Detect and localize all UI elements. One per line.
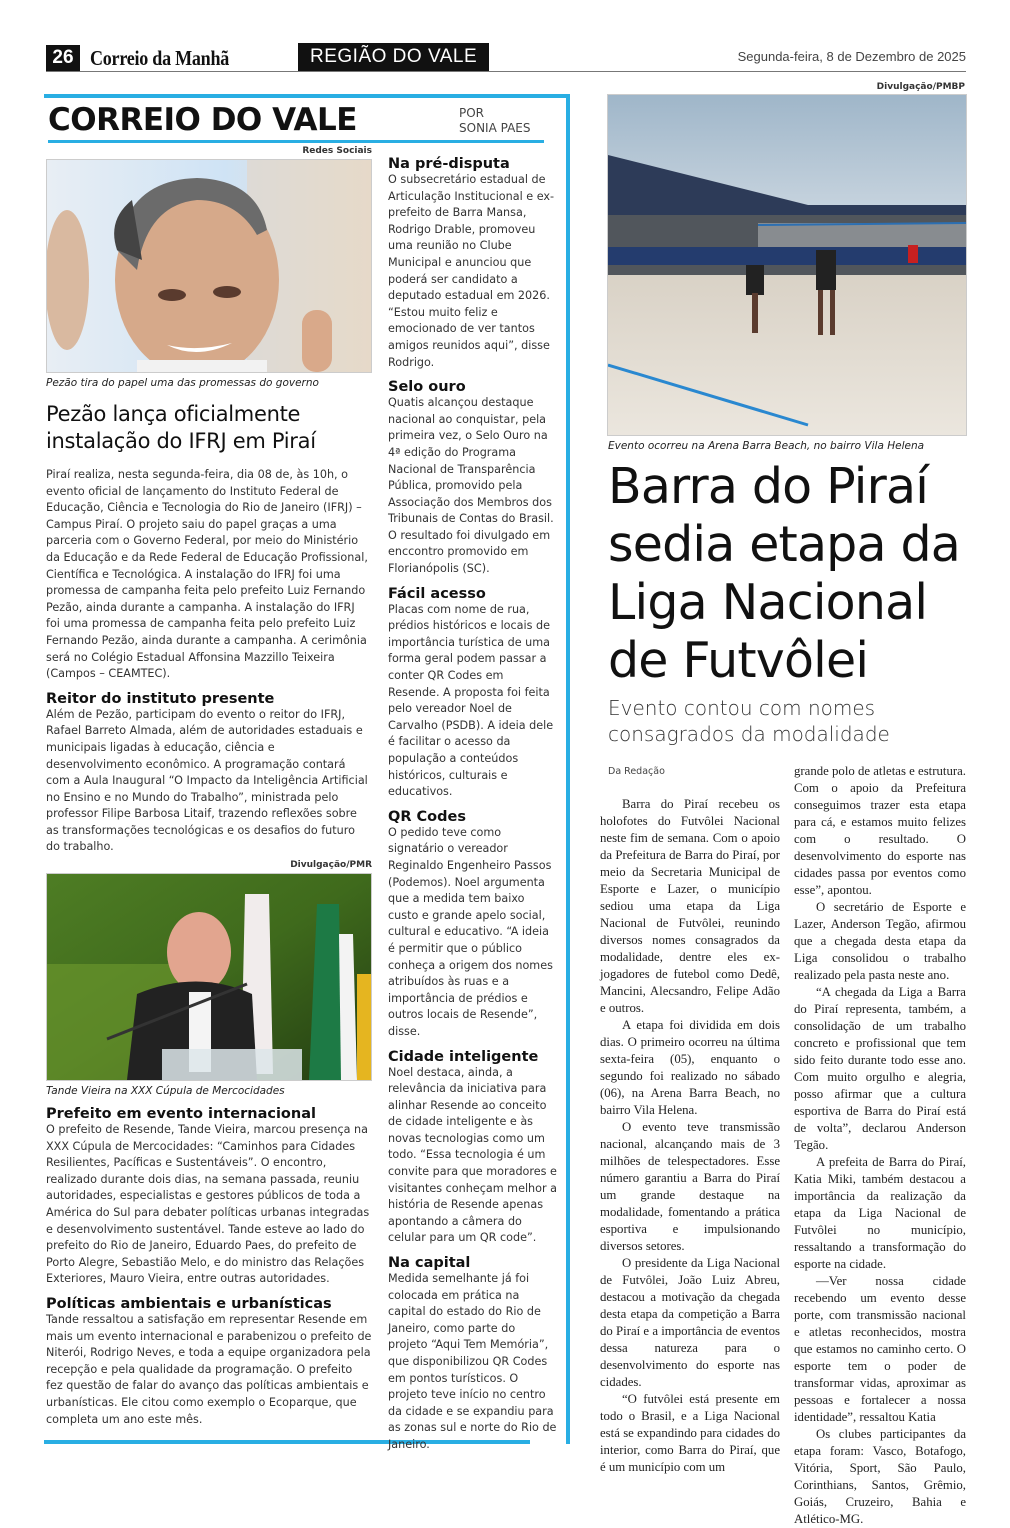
- article-paragraph: Os clubes participantes da etapa foram: Vasco, Botafogo, Vitória, Sport, São Paulo, Corinthians, Santos, Grêmio, Goiás, Cruzeiro, Bahia e Atlético-MG.: [794, 1427, 966, 1526]
- section-label: REGIÃO DO VALE: [298, 43, 489, 71]
- article-paragraph: O evento teve transmissão nacional, alcançando mais de 3 milhões de telespectadores. Esse número garantiu a Barra do Piraí um grande destaque na modalidade, fomentando a prática esportiva e impulsionando diversos setores.: [600, 1120, 780, 1253]
- subhead: Fácil acesso: [388, 585, 486, 602]
- byline-prefix: POR: [459, 106, 485, 120]
- article-headline: Barra do Piraí sedia etapa da Liga Nacional de Futvôlei: [608, 458, 961, 689]
- title-rule: [48, 140, 544, 143]
- article-paragraph: O presidente da Liga Nacional de Futvôlei, João Luiz Abreu, destacou a motivação da chegada desta etapa da competição a Barra do Piraí e a importância de eventos dessa natureza para o desenvolvimento do esporte nas cidades.: [600, 1256, 780, 1389]
- photo-pezao: [46, 159, 372, 373]
- article-paragraph: “A chegada da Liga a Barra do Piraí representa, também, a consolidação de um trabalho concreto e profissional que tem sido feito durante todo esse ano. Com muito orgulho e alegria, posso afirmar que a cultura esportiva de Barra do Piraí está de volta”, declarou Anderson Tegão.: [794, 985, 966, 1152]
- paragraph: Quatis alcançou destaque nacional ao conquistar, pela primeira vez, o Selo Ouro na 4ª edição do Programa Nacional de Transparência Pública, promovido pela Associação dos Membros dos Tribunais de Contas do Brasil. O resultado foi divulgado em enccontro promovido em Florianópolis (SC).: [388, 396, 554, 576]
- subhead: QR Codes: [388, 808, 466, 825]
- paragraph: O subsecretário estadual de Articulação Institucional e ex-prefeito de Barra Mansa, Rodrigo Drable, promoveu uma reunião no Clube Municipal e anunciou que poderá ser candidato a deputado estadual em 2026. “Estou muito feliz e emocionado de ver tantos amigos reunidos aqui”, disse Rodrigo.: [388, 173, 555, 369]
- column-byline: [459, 106, 530, 136]
- article-paragraph: Barra do Piraí recebeu os holofotes do Futvôlei Nacional neste fim de semana. Com o apoio da Prefeitura de Barra do Piraí, por meio da Secretaria Municipal de Esporte e Lazer, o município sediou uma etapa da Liga Nacional de Futvôlei, reunindo diversos nomes consagrados da modalidade, dentre eles ex-jogadores de futebol como Dedê, Mancini, Alecsandro, Felipe Adão e outros.: [600, 797, 780, 1015]
- page-number: 26: [46, 45, 80, 71]
- article-paragraph: A prefeita de Barra do Piraí, Katia Miki, também destacou a importância da realização da etapa da Liga Nacional de Futvôlei no município, ressaltando a transformação do esporte na cidade.: [794, 1155, 966, 1271]
- paragraph: Além de Pezão, participam do evento o reitor do IFRJ, Rafael Barreto Almada, além de autoridades estaduais e municipais ligadas à educação, ciência e desenvolvimento econômico. A programação contará com a Aula Inaugural “O Impacto da Inteligência Artificial no Ensino e no Mundo do Trabalho”, ministrada pelo professor Filipe Barbosa Litaif, trazendo reflexões sobre as transformações tecnológicas e os desafios do futuro do trabalho.: [46, 707, 368, 854]
- column-right: [388, 156, 558, 1454]
- newspaper-logo: Correio da Manhã: [90, 46, 230, 70]
- page-header: [46, 45, 966, 72]
- article-paragraph: A etapa foi dividida em dois dias. O primeiro ocorreu na última sexta-feira (05), enquanto o segundo foi realizado no sábado (06), na Arena Barra Beach, no bairro Vila Helena.: [600, 1018, 780, 1117]
- article-paragraph: “O futvôlei está presente em todo o Brasil, e a Liga Nacional está se expandindo para cidades do interior, como Barra do Piraí, que é um município com um: [600, 1392, 780, 1474]
- paragraph: O pedido teve como signatário o vereador Reginaldo Engenheiro Passos (Podemos). Noel argumenta que a medida tem baixo custo e grande apelo social, cultural e educativo. “A ideia é permitir que o público conheça a origem dos nomes atribuídos às ruas e a importância de prédios e outros locais de Resende”, disse.: [388, 825, 553, 1038]
- article-column-1: [600, 796, 780, 1476]
- subhead: Selo ouro: [388, 379, 466, 396]
- paragraph: Placas com nome de rua, prédios históricos e locais de importância turística de uma forma geral podem passar a conter QR Codes em Resende. A proposta foi feita pelo vereador Noel de Carvalho (PSDB). A ideia dele é facilitar o acesso da população a conteúdos históricos, culturais e educativos.: [388, 602, 554, 799]
- article-paragraph: O secretário de Esporte e Lazer, Anderson Tegão, afirmou que a chegada desta etapa da Liga consolidou o trabalho realizado pela pasta neste ano.: [794, 900, 966, 982]
- article-paragraph: —Ver nossa cidade recebendo um evento desse porte, com transmissão nacional e atletas reconhecidos, mostra que estamos no caminho certo. O esporte tem o poder de transformar vidas, aproximar as pessoas e fortalecer a nossa identidade”, ressaltou Katia: [794, 1274, 966, 1424]
- column-left: [46, 146, 372, 1428]
- photo-caption: Tande Vieira na XXX Cúpula de Mercocidades: [46, 1085, 285, 1098]
- photo-tande-vieira: [46, 873, 372, 1081]
- photo-futvolei-arena: [607, 94, 967, 436]
- article-paragraph: grande polo de atletas e estrutura. Com o apoio da Prefeitura conseguimos trazer esta etapa para cá, e estamos muito felizes com o resultado. O desenvolvimento do esporte nas cidades passa por eventos como esse”, apontou.: [794, 764, 966, 897]
- story-lead: Piraí realiza, nesta segunda-feira, dia 08 de, às 10h, o evento oficial de lançamento do Instituto Federal de Educação, Ciência e Tecnologia do Rio de Janeiro (IFRJ) – Campus Piraí. O projeto saiu do papel graças a uma parceria com o Governo Federal, por meio do Ministério da Educação e da Rede Federal de Educação Profissional, Científica e Tecnológica. A instalação do IFRJ foi uma promessa de campanha feita pelo prefeito Luiz Fernando Pezão, ainda durante a campanha. A instalação do IFRJ foi uma promessa de campanha feita pelo prefeito Luiz Fernando Pezão, ainda durante a campanha. A cerimônia será no Colégio Estadual Affonsina Mazzillo Teixeira (Campos – CEAMTEC).: [46, 468, 368, 681]
- column-right-rule: [566, 94, 570, 1444]
- paragraph: O prefeito de Resende, Tande Vieira, marcou presença na XXX Cúpula de Mercocidades: “Caminhos para Cidades Resilientes, Pacíficas e Sustentáveis”. O encontro, realizado durante dois dias, na semana passada, reuniu autoridades, especialistas e gestores públicos de toda a América do Sul para debater políticas urbanas integradas e desenvolvimento sustentável. Tande esteve ao lado do prefeito do Rio de Janeiro, Eduardo Paes, do prefeito de Porto Alegre, Sebastião Melo, e do ministro das Relações Exteriores, Mauro Vieira, entre outras autoridades.: [46, 1123, 370, 1286]
- column-top-rule: [44, 94, 570, 98]
- subhead: Reitor do instituto presente: [46, 690, 275, 707]
- photo-credit: Divulgação/PMBP: [876, 82, 965, 92]
- article-deck: Evento contou com nomes consagrados da modalidade: [608, 696, 890, 746]
- photo-credit: Divulgação/PMR: [290, 860, 372, 871]
- issue-date: Segunda-feira, 8 de Dezembro de 2025: [737, 49, 966, 64]
- byline-author: SONIA PAES: [459, 121, 531, 135]
- column-title: CORREIO DO VALE: [48, 102, 357, 138]
- column-box: [44, 94, 570, 1451]
- subhead: Prefeito em evento internacional: [46, 1106, 316, 1123]
- subhead: Na pré-disputa: [388, 156, 510, 172]
- subhead: Cidade inteligente: [388, 1048, 539, 1065]
- paragraph: Medida semelhante já foi colocada em prática na capital do estado do Rio de Janeiro, como parte do projeto “Aqui Tem Memória”, que disponibilizou QR Codes em pontos turísticos. O projeto teve início no centro da cidade e se expandiu para as zonas sul e norte do Rio de Janeiro.: [388, 1272, 557, 1451]
- article-author: Da Redação: [608, 766, 665, 777]
- photo-caption: Evento ocorreu na Arena Barra Beach, no bairro Vila Helena: [608, 440, 925, 452]
- photo-credit: Redes Sociais: [302, 146, 372, 156]
- photo-caption: Pezão tira do papel uma das promessas do governo: [46, 377, 319, 389]
- paragraph: Tande ressaltou a satisfação em representar Resende em mais um evento internacional e parabenizou o prefeito de Niterói, Rodrigo Neves, e toda a equipe organizadora pela recepção e pela qualidade da programação. O prefeito fez questão de falar do avanço das políticas ambientais e urbanísticas. Ele citou como exemplo o Ecoparque, que completa um ano este mês.: [46, 1313, 372, 1426]
- paragraph: Noel destaca, ainda, a relevância da iniciativa para alinhar Resende ao conceito de cidade inteligente e às novas tecnologias como um todo. “Essa tecnologia é um convite para que moradores e visitantes conheçam melhor a história de Resende apenas apontando a câmera do celular para um QR code”.: [388, 1065, 558, 1245]
- story-headline: Pezão lança oficialmente instalação do IFRJ em Piraí: [46, 402, 316, 453]
- subhead: Na capital: [388, 1255, 471, 1272]
- subhead: Políticas ambientais e urbanísticas: [46, 1296, 332, 1312]
- article-column-2: [794, 763, 966, 1528]
